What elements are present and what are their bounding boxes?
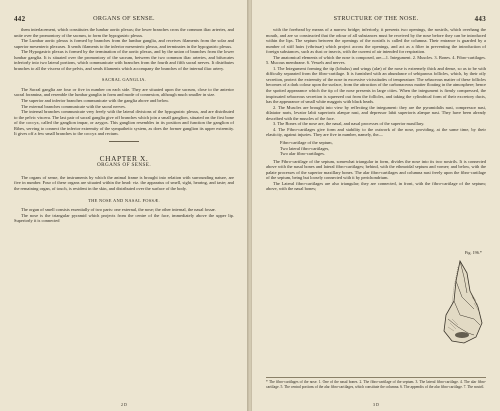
right-page-body xyxy=(266,27,486,192)
footnote: * The fibro-cartilages of the nose. 1. One of the nasal bones. 2. The fibro-cartilage of the septum. 3. The lateral fibro-cartilage. 4. The alar fibro-cartilage. 5. The central portions of the alar fibro-cartilages, which constitute the columna. 6. The appendix of the alar fibro-cartilage. 7. The nostril. xyxy=(266,377,486,389)
list-item: Fibro-cartilage of the septum, xyxy=(280,139,333,145)
paragraph: 4. The Fibro-cartilages give form and stability to the outwork of the nose, providing, at the same time, by their elasticity, against injuries. They are five in number, namely, the— xyxy=(266,126,486,138)
paragraph: The nose is the triangular pyramid which projects from the centre of the face, immediately above the upper lip. Superiorly it is connected xyxy=(14,212,234,224)
signature-mark: 2 D xyxy=(121,402,127,407)
paragraph: The organs of sense, the instruments by which the animal frame is brought into relation with surrounding nature, are five in number. Four of these organs are situated within the head: viz. the apparatus of smell, sight, hearing, and taste; and the remaining organ, of touch, is resident in the skin, and distributed over the surface of the body. xyxy=(14,174,234,192)
chapter-title: CHAPTER X. xyxy=(99,153,149,163)
right-page xyxy=(252,0,500,411)
list-item: Two alar fibro-cartilages. xyxy=(280,151,325,157)
paragraph: The external branches communicate with the sacral nerves. xyxy=(21,103,126,109)
right-page-number: 443 xyxy=(474,15,486,23)
nose-cartilage-figure xyxy=(434,257,486,349)
paragraph: them interlacement, which constitutes the lumbar aortic plexus; the lower branches cross the common iliac arteries, and unite over the promontory of the sacrum, to form the hypogastric plexus. xyxy=(14,27,234,38)
paragraph: The Lateral fibro-cartilages are also triangular; they are connected, in front, with the fibro-cartilage of the septum; above, with the nasal bones; xyxy=(266,180,486,192)
paragraph: 2. The Muscles are brought into view by reflecting the integument: they are the pyramidalis nasi, compressor nasi, dilatator naris, levator labii superioris alæque nasi, and depressor labii superioris alæque nasi. They have been already described with the muscles of the face. xyxy=(266,104,486,121)
paragraph: The anatomical elements of which the nose is composed, are—1. Integument. 2. Muscles. 3. Bones. 4. Fibro-cartilages. 5. Mucous membrane. 6. Vessels and nerves. xyxy=(266,54,486,66)
paragraph: The Fibro-cartilage of the septum, somewhat triangular in form, divides the nose into its two nostrils. It is connected above with the nasal bones and lateral fibro-cartilages; behind, with the ethmoidal septum and vomer; and below, with the palate processes of the superior maxillary bones. The alar fibro-cartilages and columna nasi freely upon the fibro-cartilage of the septum, being but loosely connected with it by perichondrium. xyxy=(266,158,486,181)
paragraph: The Sacral ganglia are four or five in number on each side. They are situated upon the sacrum, close to the anterior sacral foramina, and resemble the lumbar ganglia in form and mode of connexion, although much smaller in size. xyxy=(14,86,234,98)
paragraph: The Hypogastric plexus is formed by the termination of the aortic plexus, and by the union of branches from the lower lumbar ganglia. It is situated over the promontory of the sacrum, between the two common iliac arteries, and bifurcates inferiorly into two lateral portions, which communicate with branches from the fourth and fifth sacral nerves. It distributes branches to all the viscera of the pelvis, and sends filaments which accompany the branches of the internal iliac artery. xyxy=(14,49,234,71)
paragraph: The internal branches communicate very freely with the lateral divisions of the hypogastric plexus, and are distributed to the pelvic viscera. The last pair of sacral ganglia give off branches which join a small ganglion, situated on the first bone of the coccyx, called the ganglion impar, or azygos. This ganglion resembles in its position and function the ganglion of Ribes, serving to connect the inferior extremity of the sympathetic system, as does the former ganglion its upper extremity. It gives off a few small branches to the coccyx and rectum. xyxy=(14,109,234,137)
paragraph: 3. The Bones of the nose are, the nasal, and nasal processes of the superior maxillary. xyxy=(273,121,425,127)
paragraph: 1. The Integument forming the tip (lobulus) and wings (alæ) of the nose is extremely thick and dense, so as to be with difficulty separated from the fibro-cartilage. It is furnished with an abundance of sebiparous follicles, which, by their oily secretion, protect the extremity of the nose in excessive vicissitudes of temperature. The sebaceous matter of these follicles becomes of a dark colour upon the surface, from the attraction of the carbonaceous matter floating in the atmosphere; hence the spotted appearance which the tip of the nose presents in large cities. When the integument is firmly compressed, the inspissated sebaceous secretion is squeezed out from the follicles, and taking the cylindrical form of their excretory ducts, has the appearance of small white maggots with black heads. xyxy=(266,65,486,105)
left-page-number: 442 xyxy=(14,15,26,23)
paragraph: with the forehead by means of a narrow bridge; inferiorly, it presents two openings, the nostrils, which overhang the mouth, and are so constructed that the odour of all substances must be received by the nose before they can be introduced within the lips. The septum between the openings of the nostrils is called the columna. Their entrance is guarded by a number of stiff hairs (vibrissæ) which project across the openings, and act as a filter in preventing the introduction of foreign substances, such as dust or insects, with the current of air intended for respiration. xyxy=(266,27,486,55)
left-page-body xyxy=(14,27,234,224)
paragraph: The Lumbar aortic plexus is formed by branches from the lumbar ganglia, and receives filaments from the solar and superior mesenteric plexuses. It sends filaments to the inferior mesenteric plexus, and terminates in the hypogastric plexus. xyxy=(14,38,234,49)
left-page-header xyxy=(14,15,234,24)
right-page-header xyxy=(266,15,486,24)
list-item: Two lateral fibro-cartilages, xyxy=(280,145,330,151)
section-heading-nose: THE NOSE AND NASAL FOSSÆ. xyxy=(88,197,160,203)
paragraph: The organ of smell consists essentially of two parts: one external, the nose; the other internal, the nasal fossæ. xyxy=(21,207,216,213)
section-heading-sacral-ganglia: SACRAL GANGLIA. xyxy=(101,77,147,83)
paragraph: The superior and inferior branches communicate with the ganglia above and below. xyxy=(21,98,170,104)
figure-label: Fig. 196.* xyxy=(464,250,482,255)
left-running-head: ORGANS OF SENSE. xyxy=(93,15,155,22)
right-running-head: STRUCTURE OF THE NOSE. xyxy=(333,15,419,22)
left-page xyxy=(0,0,248,411)
cartilage-list xyxy=(280,140,424,157)
signature-mark: 3 D xyxy=(373,402,379,407)
divider xyxy=(109,141,139,142)
chapter-subtitle: ORGANS OF SENSE. xyxy=(96,162,152,169)
